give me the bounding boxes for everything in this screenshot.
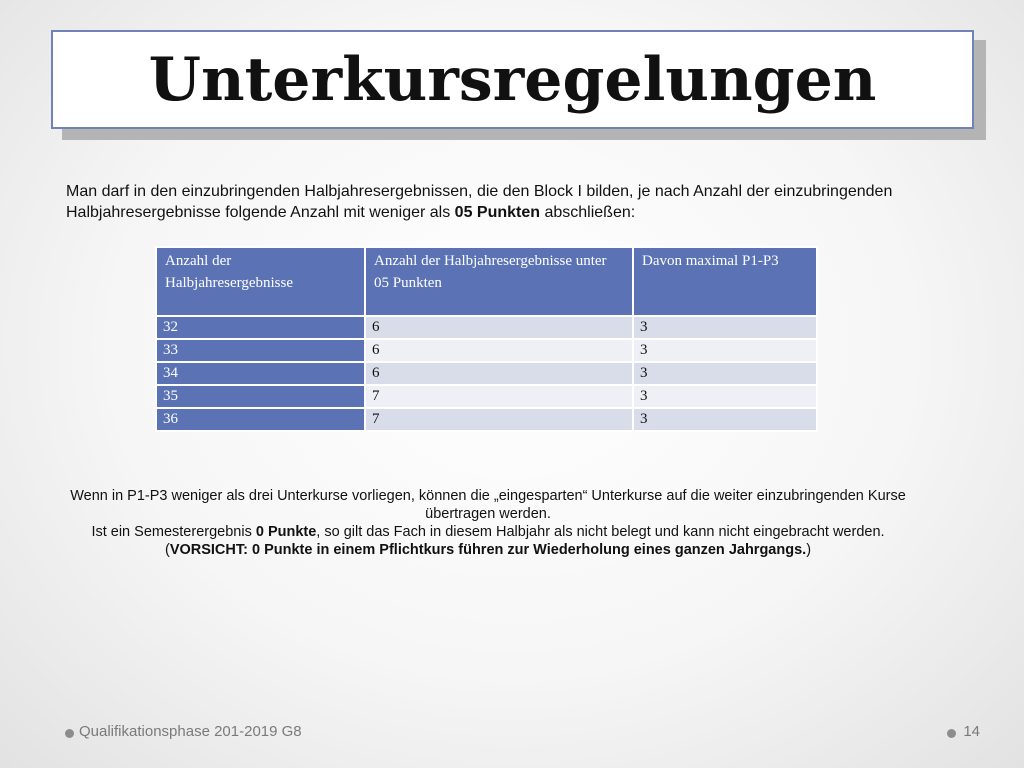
table-cell: 33	[156, 339, 365, 362]
intro-text-before: Man darf in den einzubringenden Halbjahresergebnissen, die den Block I bilden, je nach Anzahl der einzubringenden Halbjahresergebnisse folgende Anzahl mit weniger als	[66, 183, 893, 221]
intro-text-after: abschließen:	[540, 204, 636, 221]
table-cell: 6	[365, 339, 633, 362]
intro-text-bold: 05 Punkten	[454, 204, 541, 221]
table-cell: 3	[633, 385, 817, 408]
table-cell: 34	[156, 362, 365, 385]
table-cell: 35	[156, 385, 365, 408]
note-block	[60, 487, 916, 559]
rules-table	[155, 246, 818, 432]
table-row	[156, 339, 817, 362]
note-line-2-after: , so gilt das Fach in diesem Halbjahr als nicht belegt und kann nicht eingebracht werden.	[316, 524, 885, 540]
table-cell: 36	[156, 408, 365, 431]
note-line-3	[60, 541, 916, 559]
table-cell: 3	[633, 339, 817, 362]
intro-text	[66, 181, 966, 223]
note-line-1: Wenn in P1-P3 weniger als drei Unterkurse vorliegen, können die „eingesparten“ Unterkurse auf die weiter einzubringenden Kurse übertragen werden.	[70, 488, 906, 522]
table-header-cell: Anzahl der Halbjahresergebnisse unter 05 Punkten	[365, 247, 633, 316]
footer-text: Qualifikationsphase 201-2019 G8	[79, 723, 302, 740]
table-cell: 6	[365, 316, 633, 339]
table-cell: 3	[633, 316, 817, 339]
table-header-cell: Anzahl der Halbjahresergebnisse	[156, 247, 365, 316]
table-row	[156, 385, 817, 408]
table-cell: 6	[365, 362, 633, 385]
note-line-3-close: )	[806, 542, 812, 558]
note-line-2-before: Ist ein Semesterergebnis	[91, 524, 256, 540]
table-cell: 32	[156, 316, 365, 339]
table-cell: 7	[365, 408, 633, 431]
note-line-3-bold: VORSICHT: 0 Punkte in einem Pflichtkurs führen zur Wiederholung eines ganzen Jahrgangs.	[169, 542, 807, 558]
table-cell: 7	[365, 385, 633, 408]
note-line-3-open: (	[164, 542, 170, 558]
note-line-2-bold: 0 Punkte	[255, 524, 317, 540]
table-header-row	[156, 247, 817, 316]
bullet-dot-icon	[65, 729, 74, 738]
page-number: 14	[963, 723, 980, 740]
table-row	[156, 408, 817, 431]
table-row	[156, 316, 817, 339]
table-header-cell: Davon maximal P1-P3	[633, 247, 817, 316]
bullet-dot-icon	[947, 729, 956, 738]
table-cell: 3	[633, 362, 817, 385]
title-box	[51, 30, 974, 129]
note-line-2	[60, 523, 916, 541]
slide-title: Unterkursregelungen	[148, 44, 877, 115]
table-cell: 3	[633, 408, 817, 431]
footer	[55, 723, 980, 747]
table-row	[156, 362, 817, 385]
